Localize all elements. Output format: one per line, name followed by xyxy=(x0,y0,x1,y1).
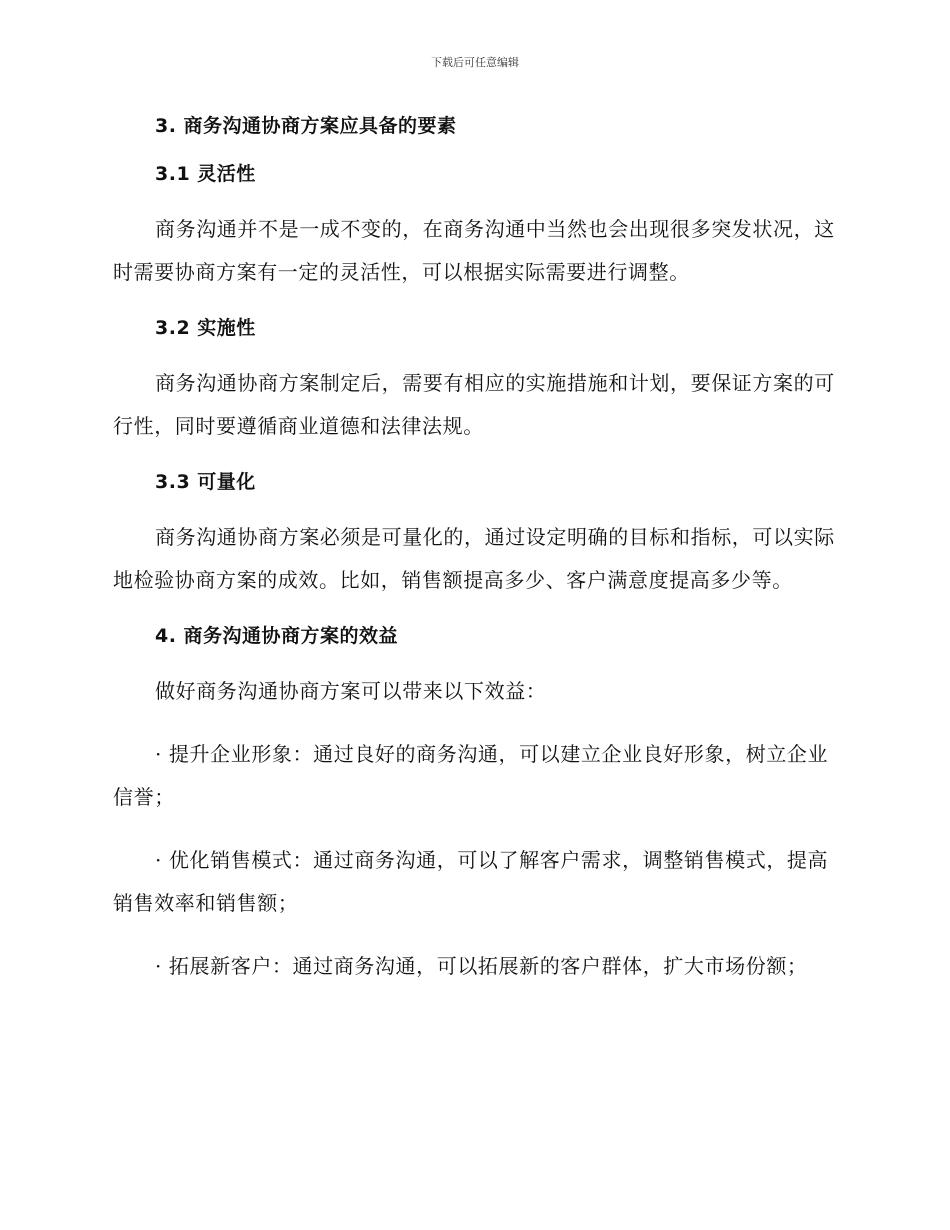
section-3-2-heading: 3.2 实施性 xyxy=(155,317,256,339)
benefit-item: · 优化销售模式：通过商务沟通，可以了解客户需求，调整销售模式，提高销售效率和销售额； xyxy=(113,848,829,915)
document-body xyxy=(113,112,835,988)
section-3-heading: 3. 商务沟通协商方案应具备的要素 xyxy=(155,115,457,137)
benefit-item: · 拓展新客户：通过商务沟通，可以拓展新的客户群体，扩大市场份额； xyxy=(155,954,808,978)
section-4-intro: 做好商务沟通协商方案可以带来以下效益： xyxy=(155,679,547,703)
benefit-item: · 提升企业形象：通过良好的商务沟通，可以建立企业良好形象，树立企业信誉； xyxy=(113,742,829,809)
section-3-3-body: 商务沟通协商方案必须是可量化的，通过设定明确的目标和指标，可以实际地检验协商方案的成效。比如，销售额提高多少、客户满意度提高多少等。 xyxy=(113,525,835,592)
header-note: 下载后可任意编辑 xyxy=(431,56,519,69)
section-4-heading: 4. 商务沟通协商方案的效益 xyxy=(155,625,399,647)
section-3-1-heading: 3.1 灵活性 xyxy=(155,163,256,185)
section-3-1-body: 商务沟通并不是一成不变的，在商务沟通中当然也会出现很多突发状况，这时需要协商方案有一定的灵活性，可以根据实际需要进行调整。 xyxy=(113,217,835,284)
section-3-2-body: 商务沟通协商方案制定后，需要有相应的实施措施和计划，要保证方案的可行性，同时要遵循商业道德和法律法规。 xyxy=(113,371,835,438)
section-3-3-heading: 3.3 可量化 xyxy=(155,471,256,493)
